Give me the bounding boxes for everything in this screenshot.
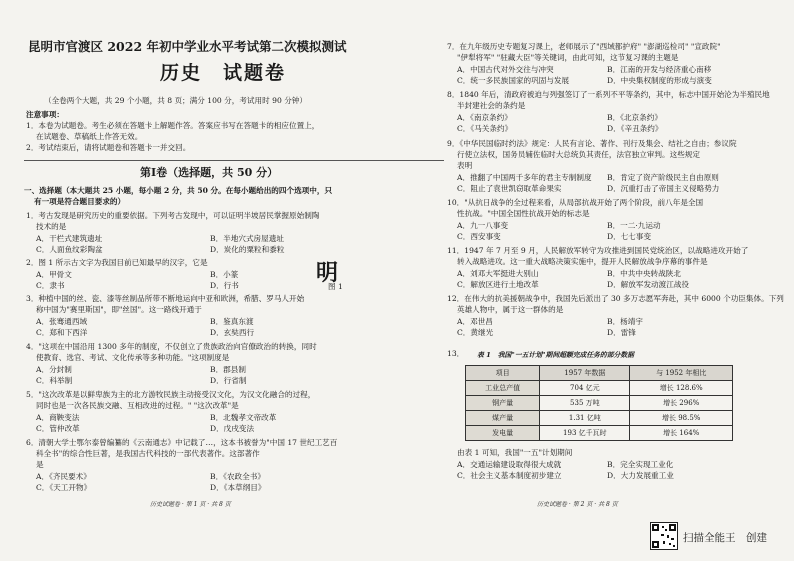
qr-code-icon <box>650 522 678 550</box>
table-row <box>466 426 733 441</box>
option: D．炭化的粟粒和黍粒 <box>210 245 285 254</box>
table-header: 项目 <box>466 366 540 381</box>
option: A．推翻了中国两千多年的君主专制制度 <box>457 173 592 182</box>
option: C．郑和下西洋 <box>36 328 88 337</box>
table-cell: 工业总产值 <box>466 381 540 396</box>
page-footer: 历史试题卷 · 第 1 页 · 共 8 页 <box>150 501 231 508</box>
option: A．分封制 <box>36 365 72 374</box>
part-intro: 有一项是符合题目要求的） <box>34 197 126 206</box>
table-header: 与 1952 年相比 <box>630 366 733 381</box>
option: C．黄继光 <box>457 328 494 337</box>
figure-caption: 图 1 <box>328 282 343 291</box>
note-line: 在试题卷、草稿纸上作答无效。 <box>36 132 143 141</box>
oracle-bone-glyph: 明 <box>316 261 339 286</box>
option: B．《北京条约》 <box>607 113 662 122</box>
divider <box>24 160 444 161</box>
part-intro: 一、选择题（本大题共 25 小题，每小题 2 分，共 50 分。在每小题给出的四个选项中，只 <box>24 186 333 195</box>
question-number: 13． <box>447 349 465 358</box>
exam-subtitle: 历史 试题卷 <box>160 62 287 84</box>
option: C．《马关条约》 <box>457 124 513 133</box>
question-stem: 使教育、选官、考试、文化传承等多种功能。"这项制度是 <box>36 353 230 362</box>
option: D．沉重打击了帝国主义侵略势力 <box>607 184 720 193</box>
option: C．人面鱼纹彩陶盆 <box>36 245 103 254</box>
question-stem: 称中国为"赛里斯国"，即"丝国"。这一路线开通于 <box>36 305 202 314</box>
option: B．一二·九运动 <box>607 221 661 230</box>
question-stem: 表明 <box>457 161 473 170</box>
question-stem: 由表 1 可知，我国"一五"计划期间 <box>457 448 573 457</box>
option: D．戊戌变法 <box>210 424 255 433</box>
question-stem: "伊犁将军" "驻藏大臣"等关键词，由此可知，这节复习课的主题是 <box>457 53 679 62</box>
notes-title: 注意事项： <box>26 110 64 119</box>
question-stem: 行使立法权，国务员辅佐临时大总统负其责任，法官独立审判。这些规定 <box>457 150 700 159</box>
table-cell: 704 亿元 <box>540 381 630 396</box>
scanner-watermark: 扫描全能王 创建 <box>683 532 767 544</box>
option: D．七七事变 <box>607 232 652 241</box>
table-header-row <box>466 366 733 381</box>
option: C．隶书 <box>36 281 65 290</box>
question-stem: 转入战略进攻。这一重大战略决策实施中，提开人民解放战争序幕的事件是 <box>457 257 708 266</box>
data-table <box>465 365 733 441</box>
option: D．雷锋 <box>607 328 636 337</box>
option: C．阻止了袁世凯窃取革命果实 <box>457 184 562 193</box>
option: A．中国古代对外交往与冲突 <box>457 65 554 74</box>
option: B．小篆 <box>210 270 239 279</box>
option: D．行书 <box>210 281 239 290</box>
question-stem: 2．图 1 所示古文字为我国目前已知最早的汉字，它是 <box>26 258 208 267</box>
option: C．统一多民族国家的巩固与发展 <box>457 76 570 85</box>
question-stem: 11．1947 年 7 月至 9 月，人民解放军转守为攻推进到国民党统治区，以战略进攻开始了 <box>447 246 749 255</box>
table-cell: 增长 98.5% <box>630 411 733 426</box>
question-stem: 7．在九年级历史专题复习课上，老师展示了"西域都护府" "澎湖巡检司" "宣政院" <box>447 42 721 51</box>
table-cell: 钢产量 <box>466 396 540 411</box>
option: A．邓世昌 <box>457 317 493 326</box>
question-stem: 8．1840 年后，清政府被迫与列强签订了一系列不平等条约，其中，标志中国开始沦为半殖民地 <box>447 90 770 99</box>
option: D．行省制 <box>210 376 247 385</box>
table-row <box>466 381 733 396</box>
question-stem: 半封建社会的条约是 <box>457 101 526 110</box>
exam-page-2 <box>447 0 787 548</box>
table-cell: 1.31 亿吨 <box>540 411 630 426</box>
option: B．完全实现工业化 <box>607 460 674 469</box>
note-line: 2．考试结束后，请将试题卷和答题卡一并交回。 <box>26 143 191 152</box>
table-header: 1957 年数据 <box>540 366 630 381</box>
exam-title: 昆明市官渡区 2022 年初中学业水平考试第二次模拟测试 <box>28 39 347 54</box>
table-cell: 增长 296% <box>630 396 733 411</box>
question-stem: 10．"从抗日战争的全过程来看，从局部抗战开始了两个阶段，前八年是全国 <box>447 198 704 207</box>
option: C．管仲改革 <box>36 424 80 433</box>
option: D．玄奘西行 <box>210 328 255 337</box>
option: D．《辛丑条约》 <box>607 124 663 133</box>
option: B．杨靖宇 <box>607 317 643 326</box>
option: A．《南京条约》 <box>457 113 512 122</box>
option: B．鉴真东渡 <box>210 317 254 326</box>
option: C．解放区进行土地改革 <box>457 280 539 289</box>
option: B．《农政全书》 <box>210 472 265 481</box>
option: D．大力发展重工业 <box>607 471 674 480</box>
option: C．西安事变 <box>457 232 501 241</box>
option: B．北魏孝文帝改革 <box>210 413 277 422</box>
question-stem: 科全书"的综合性巨著，是我国古代科技的一部代表著作。这部著作 <box>36 449 260 458</box>
option: C．社会主义基本制度初步建立 <box>457 471 562 480</box>
option: A．干栏式建筑遗址 <box>36 234 103 243</box>
page-footer: 历史试题卷 · 第 2 页 · 共 8 页 <box>537 501 618 508</box>
option: A．交通运输建设取得很大成就 <box>457 460 562 469</box>
option: D．中央集权制度的形成与演变 <box>607 76 712 85</box>
table-cell: 煤产量 <box>466 411 540 426</box>
question-stem: 4．"这项在中国沿用 1300 多年的制度，不仅创立了贵族政治向官僚政治的转换，同时 <box>26 342 317 351</box>
option: C．科举制 <box>36 376 73 385</box>
table-row <box>466 411 733 426</box>
option: B．半地穴式房屋遗址 <box>210 234 284 243</box>
table-cell: 增长 164% <box>630 426 733 441</box>
table-cell: 发电量 <box>466 426 540 441</box>
section-title: 第Ⅰ卷（选择题，共 50 分） <box>140 166 279 179</box>
table-cell: 增长 128.6% <box>630 381 733 396</box>
option: B．肯定了资产阶级民主自由原则 <box>607 173 719 182</box>
question-stem: 6．清朝大学士鄂尔泰曾编纂的《云南通志》中记载了…，这本书被誉为"中国 17 世纪工艺百 <box>26 438 338 447</box>
question-stem: 1．考古发现是研究历史的重要依据。下列考古发现中，可以证明半坡居民掌握原始制陶 <box>26 211 320 220</box>
option: A．甲骨文 <box>36 270 72 279</box>
option: C．《天工开物》 <box>36 483 92 492</box>
note-line: 1．本卷为试题卷。考生必须在答题卡上解题作答。答案应书写在答题卡的相应位置上， <box>26 121 320 130</box>
table-cell: 193 亿千瓦时 <box>540 426 630 441</box>
question-stem: 5．"这次改革是以鲜卑族为主的北方游牧民族主动接受汉文化，为汉文化融合的过程， <box>26 390 316 399</box>
question-stem: 英雄人物中，属于这一群体的是 <box>457 305 564 314</box>
option: A．《齐民要术》 <box>36 472 91 481</box>
question-stem: 12．在伟大的抗美援朝战争中，我国先后派出了 30 多万志愿军奔赴，其中 6000 个功臣集体。下列 <box>447 294 784 303</box>
table-row <box>466 396 733 411</box>
option: A．张骞通西域 <box>36 317 88 326</box>
exam-info: （全卷两个大题，共 29 个小题，共 8 页；满分 100 分，考试用时 90 分钟） <box>44 96 307 105</box>
option: D．解放军发动渡江战役 <box>607 280 690 289</box>
table-cell: 535 万吨 <box>540 396 630 411</box>
question-stem: 技术的是 <box>36 222 67 231</box>
option: B．中共中央转战陕北 <box>607 269 681 278</box>
question-stem: 性抗战。"中国全国性抗战开始的标志是 <box>457 209 590 218</box>
option: A．九一八事变 <box>457 221 509 230</box>
question-stem: 3．种植中国的丝、瓷、漆等丝制品所带不断地运向中亚和欧洲，希腊、罗马人开始 <box>26 294 305 303</box>
table-caption: 表 1 我国"一五计划"期间超额完成任务的部分数据 <box>477 351 634 359</box>
question-stem: 9．《中华民国临时约法》规定：人民有言论、著作、刊行及集会、结社之自由；参议院 <box>447 139 737 148</box>
option: A．刘邓大军挺进大别山 <box>457 269 539 278</box>
option: A．商鞅变法 <box>36 413 80 422</box>
option: B．郡县制 <box>210 365 246 374</box>
option: D．《本草纲目》 <box>210 483 266 492</box>
exam-page-1 <box>10 0 447 548</box>
question-stem: 同时也是一次各民族交融、互相改进的过程。" "这次改革"是 <box>36 401 239 410</box>
option: B．江南的开发与经济重心南移 <box>607 65 712 74</box>
question-stem: 是 <box>36 460 44 469</box>
